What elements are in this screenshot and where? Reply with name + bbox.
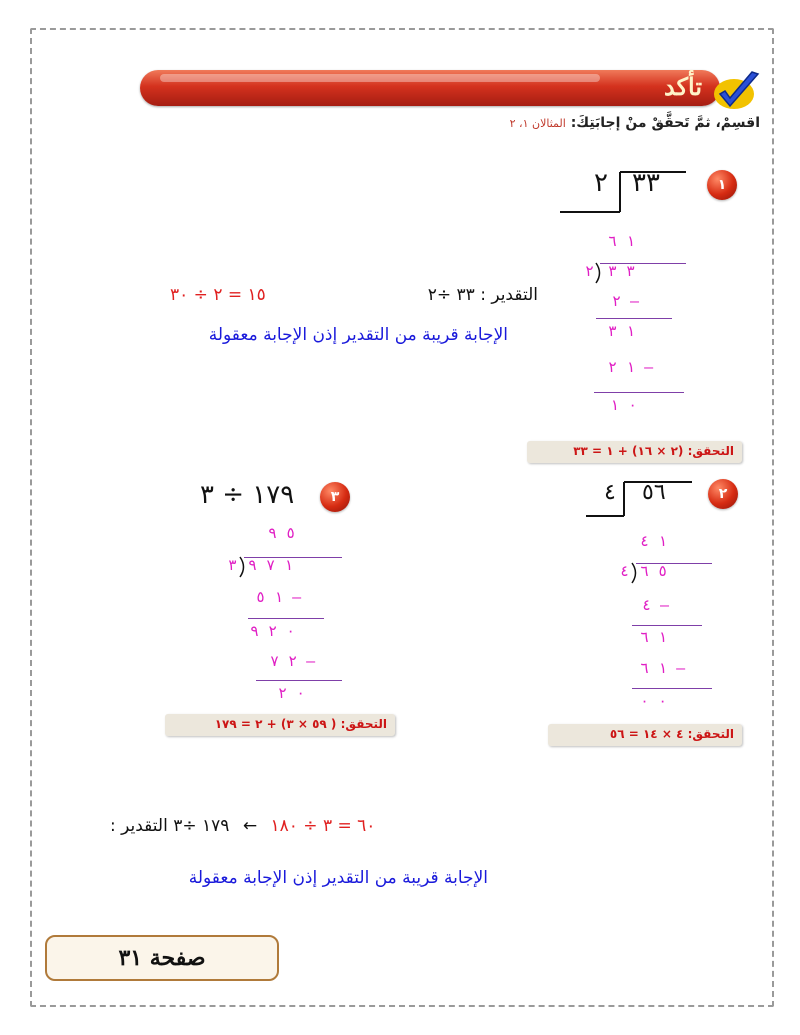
problem-1-work-dividend: ٣ ٣: [608, 262, 636, 280]
problem-1-estimate: [428, 285, 538, 305]
problem-1-bracket-top: [600, 263, 686, 264]
problem-1-work-divisor: ٢: [585, 262, 595, 280]
problem-3-expression: ١٧٩ ÷ ٣: [200, 480, 295, 510]
problem-2-dividend: ٥٦: [642, 480, 666, 505]
problem-1-dividend: ٣٣: [632, 168, 660, 198]
problem-3-sub-1: ١ ٥ –: [256, 588, 302, 606]
problem-1-division-bracket: [560, 168, 690, 220]
problem-2-sub-2: ١ ٦ –: [640, 659, 686, 677]
problem-1-check: التحقق: (٢ × ١٦) + ١ = ٣٣: [527, 441, 742, 463]
problem-3-line-2: [256, 680, 342, 681]
problem-1-quotient: ١ ٦: [608, 232, 636, 250]
problem-1-rem-2: ٠ ١: [610, 396, 638, 414]
problem-3-quotient: ٥ ٩: [268, 524, 296, 542]
problem-1-number: ١: [707, 170, 737, 200]
problem-2-sub-1: ٤ –: [642, 596, 670, 614]
problem-3-estimate-expression: ١٧٩ ÷٣: [173, 816, 230, 836]
section-banner: [140, 70, 720, 106]
problem-3-number: ٣: [320, 482, 350, 512]
problem-3-bracket-top: [244, 557, 342, 558]
problem-2-work-divisor: ٤: [620, 562, 630, 580]
problem-3-estimate-result: ٦٠ = ٣ ÷ ١٨٠: [270, 816, 376, 836]
problem-1-line-2: [594, 392, 684, 393]
problem-2-work-dividend: ٥ ٦: [640, 562, 668, 580]
problem-2-rem-1: ١ ٦: [640, 628, 668, 646]
estimate-expression: ٣٣ ÷٢: [427, 285, 475, 305]
problem-1-sub-2: ١ ٢ –: [608, 358, 654, 376]
problem-3-work-dividend: ١ ٧ ٩: [248, 556, 294, 574]
problem-3-reasonable: الإجابة قريبة من التقدير إذن الإجابة معقولة: [188, 868, 488, 888]
problem-2-bracket-curve: [628, 561, 640, 585]
problem-1-rem-1: ١ ٣: [608, 322, 636, 340]
problem-1-line-1: [596, 318, 672, 319]
problem-1-sub-1: ٢ –: [612, 292, 640, 310]
problem-3-line-1: [248, 618, 324, 619]
problem-3-work-divisor: ٣: [228, 556, 238, 574]
problem-2-quotient: ١ ٤: [640, 532, 668, 550]
estimate-label: التقدير :: [480, 285, 538, 305]
arrow-left-icon: ←: [242, 816, 258, 836]
problem-2-number: ٢: [708, 479, 738, 509]
problem-1-reasonable: الإجابة قريبة من التقدير إذن الإجابة معقولة: [208, 325, 508, 345]
problem-2-line-2: [632, 688, 712, 689]
problem-3-estimate-row: [110, 816, 375, 836]
problem-2-rem-2: ٠ ٠: [640, 692, 668, 710]
problem-3-bracket-curve: [236, 555, 248, 579]
problem-1-divisor: ٢: [594, 168, 608, 198]
problem-1-bracket-curve: [592, 261, 604, 285]
problem-2-division-bracket: [580, 478, 700, 522]
problem-3-check: التحقق: ( ٥٩ × ٣) + ٢ = ١٧٩: [165, 714, 395, 736]
problem-2-divisor: ٤: [604, 480, 616, 505]
page-number-tab: صفحة ٣١: [45, 935, 279, 981]
section-title: تأكد: [663, 72, 702, 101]
problem-3-rem-1: ٠ ٢ ٩: [250, 622, 296, 640]
examples-reference: المثالان ١، ٢: [509, 117, 566, 130]
instruction-line: [510, 115, 760, 131]
problem-3-estimate-label: التقدير :: [110, 816, 168, 836]
problem-2-line-1: [632, 625, 702, 626]
checkmark-icon: [712, 70, 762, 112]
problem-3-rem-2: ٠ ٢: [278, 684, 306, 702]
problem-1-estimate-result: ١٥ = ٢ ÷ ٣٠: [170, 285, 266, 305]
problem-2-check: التحقق: ٤ × ١٤ = ٥٦: [548, 724, 742, 746]
instruction-text: اقسِمْ، ثمَّ تَحقَّقْ منْ إجابَتِكَ:: [570, 115, 760, 131]
problem-3-sub-2: ٢ ٧ –: [270, 652, 316, 670]
problem-2-bracket-top: [636, 563, 712, 564]
